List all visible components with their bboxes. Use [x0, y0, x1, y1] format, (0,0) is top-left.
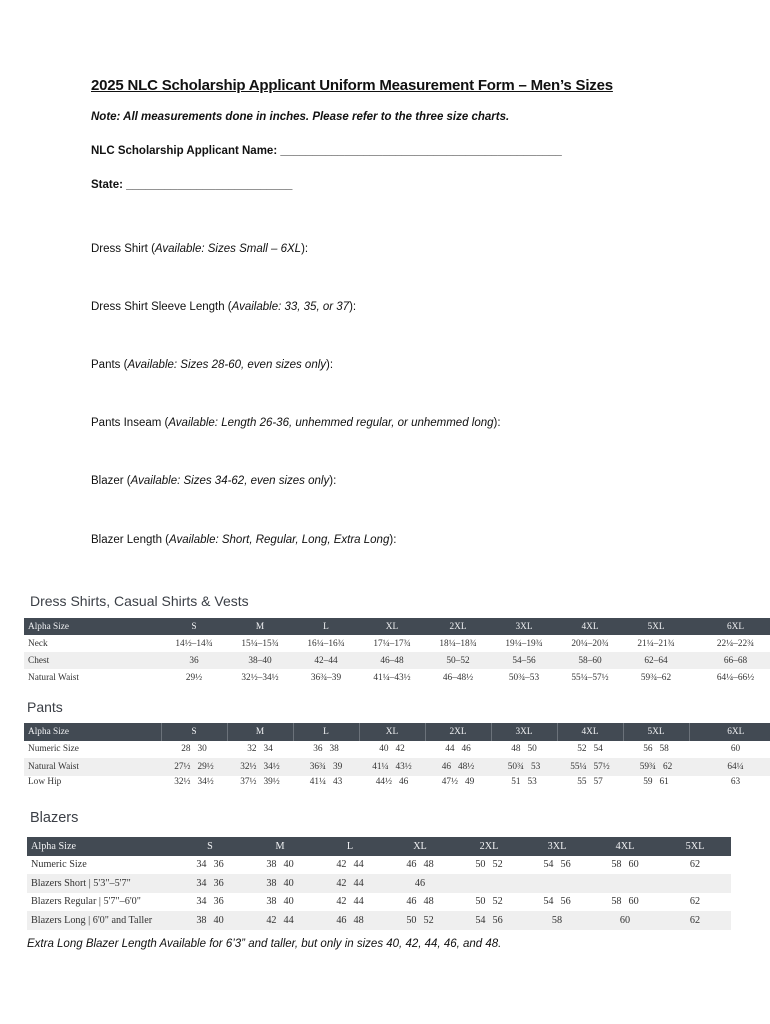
form-title: 2025 NLC Scholarship Applicant Uniform Measurement Form – Men’s Sizes: [91, 77, 613, 94]
cell-value: 47½: [441, 777, 458, 787]
table-cell: [491, 741, 557, 759]
table-cell: 29½: [185, 672, 203, 683]
table-cell: 46–48: [359, 652, 425, 669]
header-size: 4XL: [557, 723, 623, 741]
table-row: [27, 911, 731, 930]
cell-value: 63: [730, 777, 741, 787]
table-cell: [557, 741, 623, 759]
cell-value: 36: [313, 744, 323, 755]
cell-value: 41¼: [372, 761, 389, 772]
header-size: 4XL: [557, 618, 623, 635]
cell-value: 48: [423, 859, 434, 871]
table-cell: 36¾–39: [310, 672, 342, 683]
cell-value: 58: [611, 896, 622, 908]
cell-value: 42: [266, 914, 277, 926]
cell-value: 62: [689, 914, 701, 926]
table-cell: 38–40: [227, 652, 293, 669]
cell-value: 62: [689, 859, 701, 871]
question-sleeve-length: [91, 301, 356, 313]
shirts-size-table: [24, 618, 770, 686]
blazers-size-table: [27, 837, 731, 930]
cell-value: 44: [353, 896, 364, 908]
cell-value: 38: [266, 877, 277, 889]
shirts-chart-title: Dress Shirts, Casual Shirts & Vests: [30, 593, 249, 609]
table-cell: [161, 741, 227, 759]
cell-value: 48: [511, 744, 521, 755]
cell-value: 34: [196, 859, 207, 871]
header-size: 5XL: [623, 618, 689, 635]
header-size: 3XL: [491, 723, 557, 741]
table-cell: 21¼–21¾: [637, 638, 675, 649]
question-label: Dress Shirt Sleeve Length (: [91, 301, 232, 313]
cell-value: 58: [659, 744, 669, 755]
table-cell: [491, 776, 557, 789]
cell-value: 56: [492, 914, 503, 926]
cell-value: 48½: [458, 761, 475, 772]
table-cell: [659, 893, 731, 912]
cell-value: 42: [336, 859, 347, 871]
cell-value: 37½: [240, 777, 257, 787]
cell-value: 55: [577, 777, 587, 787]
cell-value: 52: [492, 896, 503, 908]
header-size: 5XL: [623, 723, 689, 741]
table-cell: [385, 893, 455, 912]
cell-value: 56: [560, 896, 571, 908]
question-hint: Available: Sizes 34-62, even sizes only: [130, 475, 330, 487]
cell-value: 50¾: [507, 761, 524, 772]
cell-value: 44: [445, 744, 455, 755]
cell-value: 39½: [263, 777, 280, 787]
cell-value: 36: [213, 877, 224, 889]
header-size: XL: [359, 618, 425, 635]
question-end: ):: [326, 359, 334, 371]
cell-value: 46: [461, 744, 471, 755]
table-cell: [659, 911, 731, 930]
table-cell: [175, 893, 245, 912]
header-size: L: [315, 837, 385, 856]
table-cell: [425, 776, 491, 789]
table-row: [24, 758, 770, 776]
table-cell: 41¼–43½: [373, 672, 411, 683]
question-end: ):: [329, 475, 337, 487]
table-cell: [315, 893, 385, 912]
table-cell: [623, 776, 689, 789]
question-hint: Available: Short, Regular, Long, Extra Long: [169, 534, 390, 546]
cell-value: 34: [263, 744, 273, 755]
header-size: 3XL: [523, 837, 591, 856]
applicant-name-field[interactable]: [91, 145, 562, 157]
table-cell: 50–52: [425, 652, 491, 669]
header-size: 2XL: [455, 837, 523, 856]
row-label: Numeric Size: [28, 744, 79, 755]
table-cell: [315, 874, 385, 893]
cell-value: 44: [353, 859, 364, 871]
header-size: S: [161, 618, 227, 635]
cell-value: 46: [414, 877, 426, 889]
cell-value: 46: [441, 761, 451, 772]
cell-value: 54: [543, 859, 554, 871]
table-cell: [175, 874, 245, 893]
cell-value: 54: [543, 896, 554, 908]
cell-value: 39: [332, 761, 343, 772]
row-label: Blazers Long | 6'0" and Taller: [27, 911, 175, 930]
table-cell: 66–68: [689, 652, 770, 669]
table-row: [24, 635, 770, 652]
cell-value: 42: [336, 896, 347, 908]
cell-value: 57½: [593, 761, 610, 772]
header-size: 4XL: [591, 837, 659, 856]
cell-value: 32½: [174, 777, 191, 787]
table-cell: 22¼–22¾: [716, 638, 755, 649]
cell-value: 32: [247, 744, 257, 755]
table-cell: 15¼–15¾: [241, 638, 279, 649]
header-size: 6XL: [689, 723, 770, 741]
table-cell: 16¼–16¾: [307, 638, 345, 649]
table-cell: [623, 741, 689, 759]
cell-value: 42: [336, 877, 347, 889]
header-label: Alpha Size: [24, 618, 161, 635]
header-size: 6XL: [689, 618, 770, 635]
header-size: M: [227, 618, 293, 635]
cell-value: 40: [379, 744, 389, 755]
table-cell: 14½–14¾: [175, 638, 213, 649]
table-cell: 36: [161, 652, 227, 669]
cell-value: 36: [213, 896, 224, 908]
table-row: [24, 652, 770, 669]
blazers-chart-title: Blazers: [30, 810, 79, 826]
table-cell: [359, 776, 425, 789]
cell-value: 52: [577, 744, 587, 755]
cell-value: 56: [643, 744, 653, 755]
question-dress-shirt: [91, 243, 308, 255]
cell-value: 43: [332, 777, 343, 787]
question-hint: Available: Sizes Small – 6XL: [154, 243, 302, 255]
header-size: M: [245, 837, 315, 856]
cell-value: 40: [283, 877, 294, 889]
cell-value: 48: [423, 896, 434, 908]
question-pants-inseam: [91, 417, 501, 429]
cell-value: 50: [406, 914, 417, 926]
cell-value: 60: [730, 744, 741, 755]
table-cell: [227, 741, 293, 759]
table-cell: [385, 911, 455, 930]
row-label: Numeric Size: [31, 859, 87, 871]
table-cell: 20¼–20¾: [571, 638, 609, 649]
cell-value: 46: [406, 859, 417, 871]
cell-value: 60: [628, 859, 639, 871]
cell-value: 58: [551, 914, 563, 926]
header-size: S: [161, 723, 227, 741]
row-label: Natural Waist: [24, 758, 161, 776]
cell-value: 61: [659, 777, 669, 787]
question-hint: Available: 33, 35, or 37: [231, 301, 350, 313]
table-header-row: [24, 618, 770, 635]
table-cell: [491, 758, 557, 776]
cell-value: 53: [527, 777, 537, 787]
cell-value: 32½: [240, 761, 257, 772]
cell-value: 54: [475, 914, 486, 926]
cell-value: 60: [628, 896, 639, 908]
table-cell: [523, 874, 591, 893]
table-cell: [175, 911, 245, 930]
question-blazer: [91, 475, 336, 487]
table-cell: [245, 911, 315, 930]
table-cell: [455, 874, 523, 893]
cell-value: 59¾: [639, 761, 656, 772]
table-cell: [359, 758, 425, 776]
table-cell: 50¾–53: [508, 672, 540, 683]
table-row: [27, 893, 731, 912]
cell-value: 43½: [395, 761, 412, 772]
table-header-row: [27, 837, 731, 856]
cell-value: 44: [283, 914, 294, 926]
cell-value: 40: [283, 896, 294, 908]
question-label: Pants (: [91, 359, 128, 371]
table-cell: 46–48½: [442, 672, 474, 683]
table-cell: 55¼–57½: [571, 672, 609, 683]
question-label: Blazer (: [91, 475, 131, 487]
question-pants: [91, 359, 333, 371]
table-cell: 62–64: [623, 652, 689, 669]
state-field[interactable]: [91, 179, 292, 191]
table-cell: 17¼–17¾: [373, 638, 411, 649]
table-cell: [591, 893, 659, 912]
table-cell: 32½–34½: [241, 672, 279, 683]
cell-value: 57: [593, 777, 603, 787]
cell-value: 34½: [263, 761, 280, 772]
measurement-note: Note: All measurements done in inches. Please refer to the three size charts.: [91, 111, 510, 123]
cell-value: 64¼: [727, 761, 744, 772]
table-cell: [523, 911, 591, 930]
row-label: Low Hip: [28, 777, 62, 787]
question-hint: Available: Sizes 28-60, even sizes only: [127, 359, 327, 371]
cell-value: 53: [530, 761, 541, 772]
cell-value: 44½: [375, 777, 392, 787]
cell-value: 54: [593, 744, 603, 755]
table-cell: [227, 776, 293, 789]
table-cell: [425, 741, 491, 759]
table-cell: 64¼–66½: [716, 672, 755, 683]
table-row: [27, 856, 731, 875]
cell-value: 62: [662, 761, 673, 772]
table-cell: [385, 856, 455, 875]
cell-value: 30: [197, 744, 207, 755]
table-cell: [227, 758, 293, 776]
applicant-name-label: NLC Scholarship Applicant Name:: [91, 145, 278, 157]
cell-value: 46: [336, 914, 347, 926]
cell-value: 29½: [197, 761, 214, 772]
table-cell: [245, 893, 315, 912]
cell-value: 62: [689, 896, 701, 908]
table-row: [24, 669, 770, 686]
row-label: Chest: [24, 652, 161, 669]
table-cell: [523, 893, 591, 912]
cell-value: 51: [511, 777, 521, 787]
table-cell: [591, 856, 659, 875]
header-size: 2XL: [425, 618, 491, 635]
cell-value: 58: [611, 859, 622, 871]
cell-value: 27½: [174, 761, 191, 772]
row-label: Blazers Short | 5'3"–5'7": [27, 874, 175, 893]
cell-value: 38: [266, 896, 277, 908]
header-size: L: [293, 618, 359, 635]
state-blank[interactable]: __________________________: [126, 179, 293, 191]
cell-value: 34: [196, 877, 207, 889]
header-size: XL: [385, 837, 455, 856]
cell-value: 60: [619, 914, 631, 926]
table-cell: [455, 911, 523, 930]
table-cell: [523, 856, 591, 875]
table-cell: [245, 874, 315, 893]
table-cell: [385, 874, 455, 893]
pants-size-table: [24, 723, 770, 789]
cell-value: 52: [423, 914, 434, 926]
table-cell: [315, 856, 385, 875]
cell-value: 36¾: [309, 761, 326, 772]
table-cell: [175, 856, 245, 875]
cell-value: 55¼: [570, 761, 587, 772]
pants-chart-title: Pants: [27, 699, 63, 715]
question-blazer-length: [91, 534, 396, 546]
table-cell: [689, 741, 770, 759]
table-cell: [689, 776, 770, 789]
blazer-footnote: Extra Long Blazer Length Available for 6’3” and taller, but only in sizes 40, 42, 44, 46, and 48.: [27, 938, 502, 950]
table-cell: [293, 758, 359, 776]
table-row: [24, 776, 770, 789]
cell-value: 49: [464, 777, 475, 787]
cell-value: 56: [560, 859, 571, 871]
table-cell: [591, 874, 659, 893]
table-cell: [161, 776, 227, 789]
table-header-row: [24, 723, 770, 741]
cell-value: 28: [181, 744, 191, 755]
table-cell: 18¼–18¾: [439, 638, 477, 649]
cell-value: 46: [398, 777, 409, 787]
cell-value: 40: [213, 914, 224, 926]
table-cell: 42–44: [293, 652, 359, 669]
table-cell: [659, 874, 731, 893]
cell-value: 38: [266, 859, 277, 871]
table-cell: [557, 776, 623, 789]
cell-value: 38: [329, 744, 339, 755]
table-cell: [161, 758, 227, 776]
question-end: ):: [349, 301, 357, 313]
table-cell: [425, 758, 491, 776]
state-label: State:: [91, 179, 123, 191]
table-cell: [591, 911, 659, 930]
applicant-name-blank[interactable]: ____________________________________________: [280, 145, 562, 157]
cell-value: 59: [643, 777, 653, 787]
header-size: S: [175, 837, 245, 856]
header-size: 5XL: [659, 837, 731, 856]
cell-value: 48: [353, 914, 364, 926]
header-label: Alpha Size: [24, 723, 161, 741]
header-size: XL: [359, 723, 425, 741]
header-size: M: [227, 723, 293, 741]
table-cell: [659, 856, 731, 875]
cell-value: 46: [406, 896, 417, 908]
cell-value: 36: [213, 859, 224, 871]
table-cell: 54–56: [491, 652, 557, 669]
table-cell: [245, 856, 315, 875]
question-end: ):: [389, 534, 397, 546]
cell-value: 38: [196, 914, 207, 926]
cell-value: 50: [475, 896, 486, 908]
table-cell: [623, 758, 689, 776]
header-size: 2XL: [425, 723, 491, 741]
cell-value: 50: [475, 859, 486, 871]
row-label: Natural Waist: [28, 672, 79, 683]
question-hint: Available: Length 26-36, unhemmed regular, or unhemmed long: [168, 417, 494, 429]
question-label: Blazer Length (: [91, 534, 169, 546]
row-label: Blazers Regular | 5'7"–6'0": [31, 896, 141, 908]
question-end: ):: [493, 417, 501, 429]
cell-value: 34½: [197, 777, 214, 787]
row-label: Neck: [28, 638, 48, 649]
table-cell: [293, 776, 359, 789]
cell-value: 42: [395, 744, 405, 755]
table-cell: 19¼–19¾: [505, 638, 543, 649]
table-cell: [455, 893, 523, 912]
question-label: Pants Inseam (: [91, 417, 169, 429]
table-cell: [315, 911, 385, 930]
table-cell: [455, 856, 523, 875]
header-size: L: [293, 723, 359, 741]
cell-value: 34: [196, 896, 207, 908]
cell-value: 40: [283, 859, 294, 871]
table-row: [24, 741, 770, 759]
table-row: [27, 874, 731, 893]
table-cell: [557, 758, 623, 776]
cell-value: 50: [527, 744, 537, 755]
header-label: Alpha Size: [27, 837, 175, 856]
cell-value: 44: [353, 877, 364, 889]
table-cell: [689, 758, 770, 776]
question-label: Dress Shirt (: [91, 243, 155, 255]
question-end: ):: [301, 243, 309, 255]
table-cell: 59¾–62: [640, 672, 672, 683]
cell-value: 52: [492, 859, 503, 871]
table-cell: [293, 741, 359, 759]
table-cell: 58–60: [557, 652, 623, 669]
header-size: 3XL: [491, 618, 557, 635]
table-cell: [359, 741, 425, 759]
cell-value: 41¼: [309, 777, 326, 787]
